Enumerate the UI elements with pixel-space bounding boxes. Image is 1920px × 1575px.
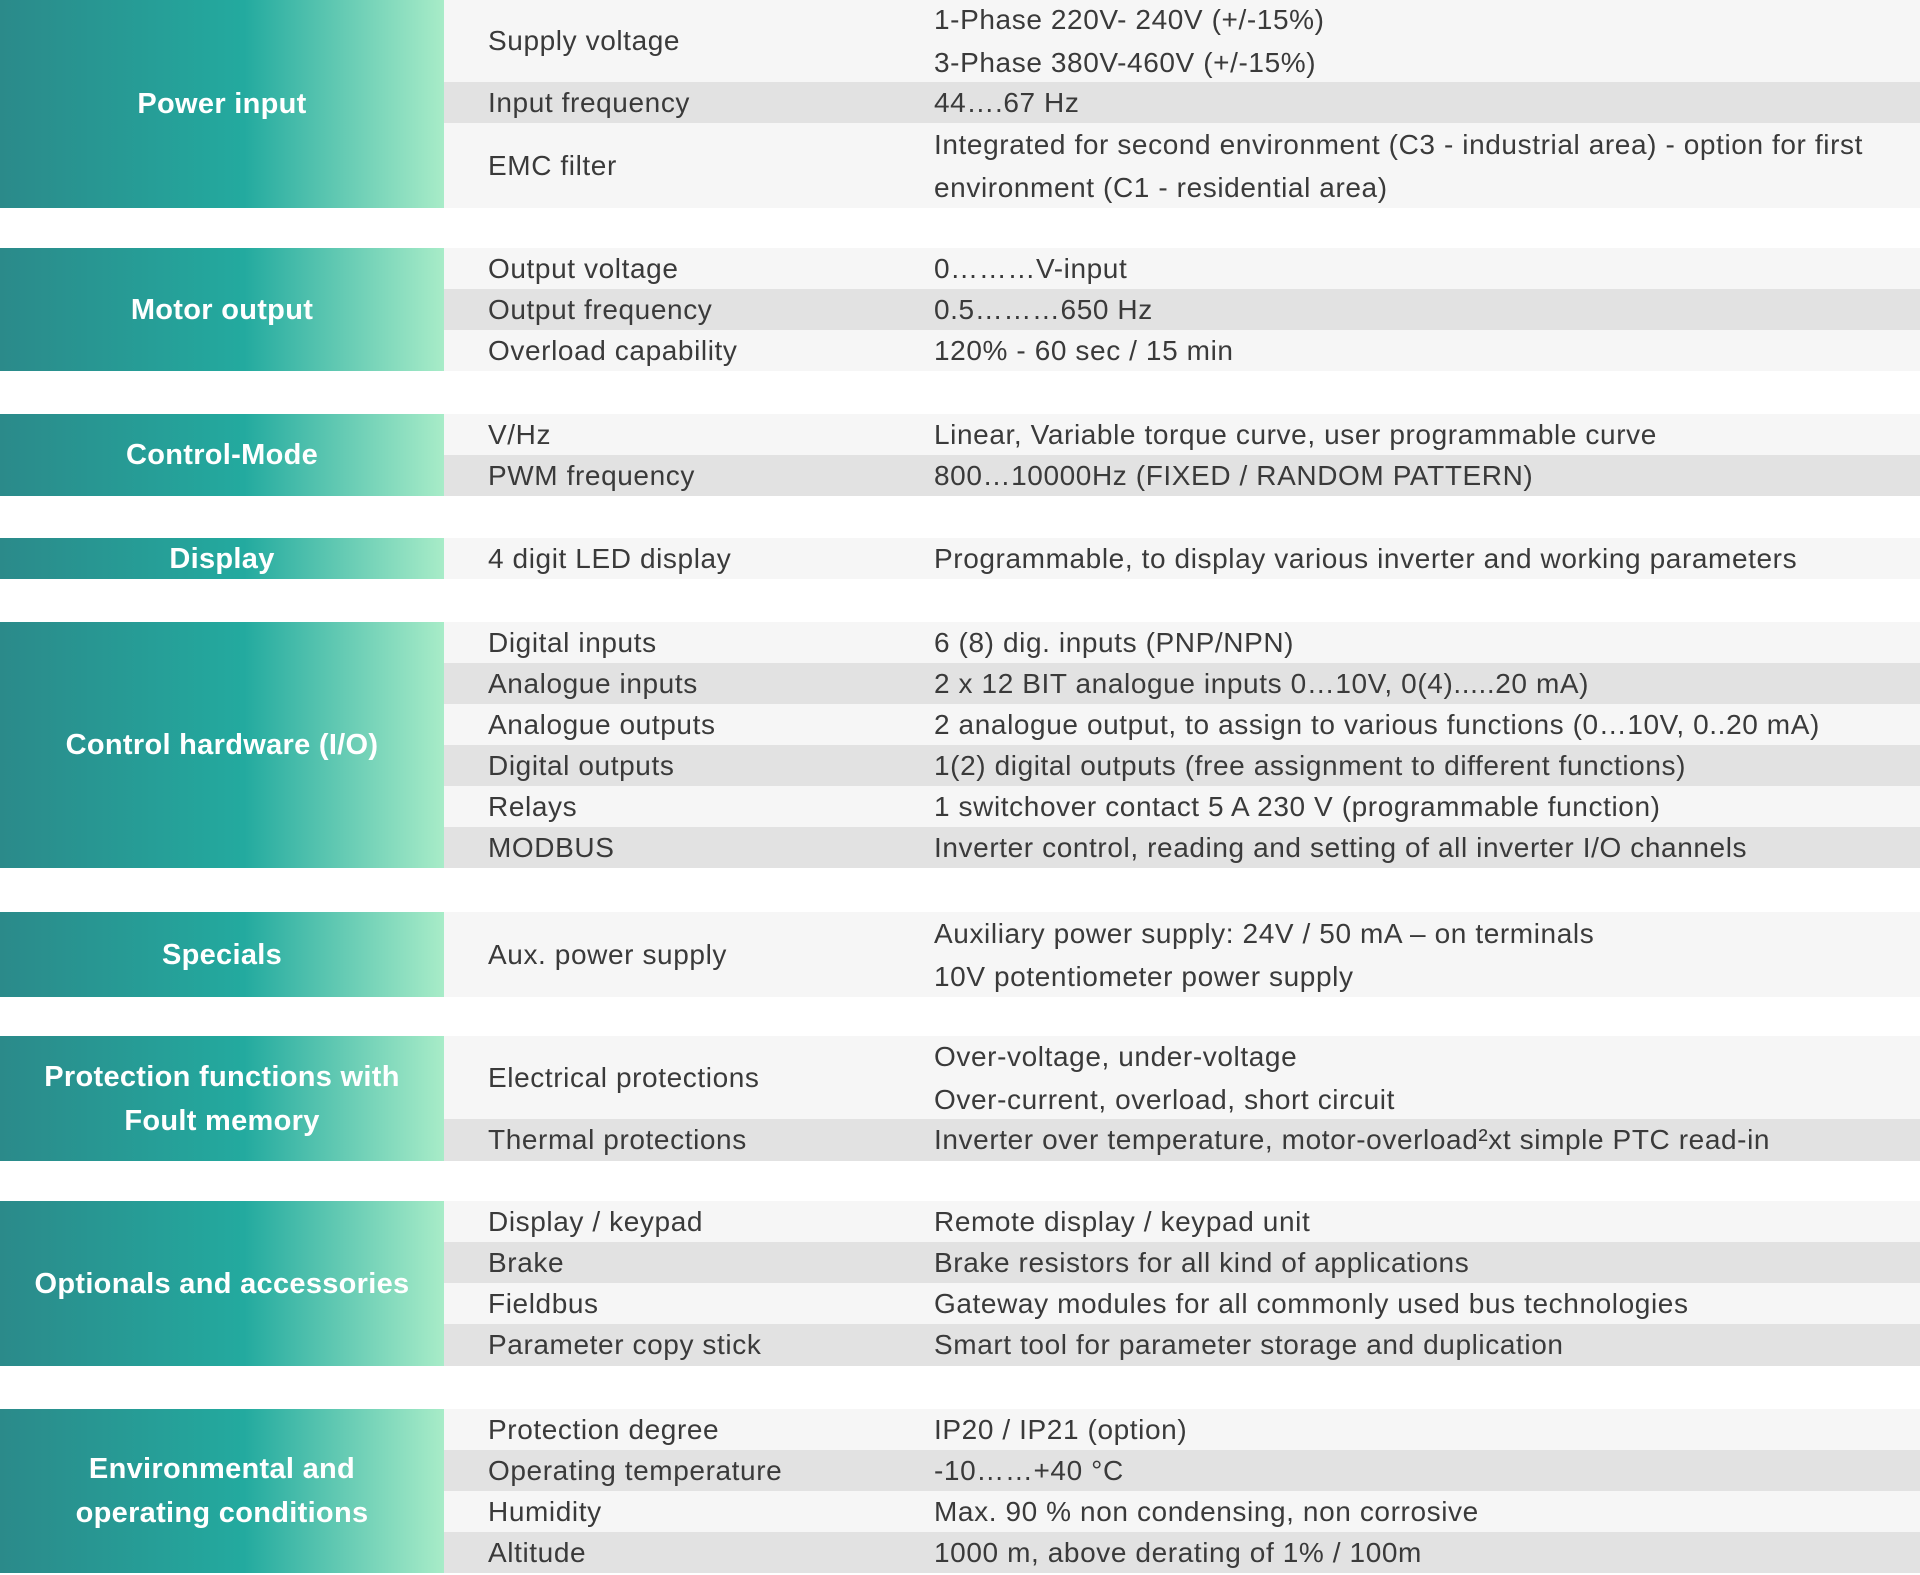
section-title-text: [44, 1055, 400, 1143]
spec-row: [444, 289, 1920, 330]
spec-row: [444, 1491, 1920, 1532]
spec-row: [444, 538, 1920, 579]
parameter-name: V/Hz: [488, 418, 552, 450]
parameter-value: [934, 248, 1920, 289]
parameter-value-line: 2 analogue output, to assign to various functions (0…10V, 0..20 mA): [934, 708, 1820, 740]
parameter-value-line: Smart tool for parameter storage and duplication: [934, 1329, 1564, 1360]
spec-section: [0, 1036, 1920, 1161]
parameter-name: Input frequency: [488, 86, 691, 118]
parameter-value-line: 3-Phase 380V-460V (+/-15%): [934, 47, 1317, 78]
parameter-value-line: Brake resistors for all kind of applications: [934, 1246, 1470, 1278]
parameter-name: EMC filter: [488, 149, 617, 181]
spec-row: [444, 1283, 1920, 1324]
spec-row: [444, 786, 1920, 827]
parameter-name: Operating temperature: [488, 1454, 783, 1486]
section-title-text: [126, 433, 318, 477]
spec-row: [444, 1201, 1920, 1242]
spec-section: [0, 0, 1920, 208]
section-title: [0, 622, 444, 868]
parameter-value: [934, 827, 1920, 868]
parameter-name: Output frequency: [488, 293, 713, 325]
parameter-value: [934, 1450, 1920, 1491]
section-title-line: Control-Mode: [125, 439, 319, 471]
section-title-text: [131, 288, 313, 332]
parameter-name: Supply voltage: [488, 25, 681, 56]
parameter-value-line: Over-voltage, under-voltage: [934, 1040, 1298, 1072]
parameter-value: [934, 414, 1920, 455]
parameter-value-line: 2 x 12 BIT analogue inputs 0…10V, 0(4).....20 mA): [934, 667, 1590, 699]
spec-section: [0, 1201, 1920, 1366]
parameter-name: PWM frequency: [488, 459, 695, 491]
spec-row: [444, 622, 1920, 663]
parameter-value-line: 1(2) digital outputs (free assignment to different functions): [934, 749, 1687, 781]
parameter-value: [934, 745, 1920, 786]
parameter-value: [934, 786, 1920, 827]
spec-row: [444, 330, 1920, 371]
parameter-value: [934, 1119, 1920, 1161]
spec-section: [0, 538, 1920, 579]
spec-row: [444, 663, 1920, 704]
spec-row: [444, 1532, 1920, 1573]
parameter-value: [934, 1409, 1920, 1450]
section-title: [0, 912, 444, 997]
section-title-text: [66, 723, 379, 767]
parameter-value-line: environment (C1 - residential area): [934, 171, 1388, 203]
parameter-name: Digital inputs: [488, 626, 657, 658]
spec-row: [444, 1450, 1920, 1491]
parameter-name: Aux. power supply: [488, 938, 727, 970]
section-title-line: Specials: [161, 938, 283, 971]
section-title: [0, 538, 444, 579]
spec-section: [0, 414, 1920, 496]
parameter-value: [934, 663, 1920, 704]
parameter-value: [934, 1324, 1920, 1366]
spec-row: [444, 827, 1920, 868]
parameter-name: Digital outputs: [488, 749, 675, 781]
parameter-value-line: IP20 / IP21 (option): [934, 1413, 1188, 1445]
spec-row: [444, 912, 1920, 997]
spec-row: [444, 745, 1920, 786]
parameter-value-line: 10V potentiometer power supply: [934, 960, 1354, 992]
parameter-value: [934, 1242, 1920, 1283]
section-title-text: [35, 1262, 410, 1306]
parameter-value-line: Max. 90 % non condensing, non corrosive: [934, 1495, 1479, 1527]
parameter-value-line: -10……+40 °C: [934, 1454, 1124, 1486]
parameter-value-line: Over-current, overload, short circuit: [934, 1083, 1396, 1115]
spec-row: [444, 1242, 1920, 1283]
parameter-value-line: 0………V-input: [934, 252, 1128, 284]
section-title-text: [162, 933, 282, 977]
parameter-value-line: Auxiliary power supply: 24V / 50 mA – on terminals: [934, 917, 1595, 949]
parameter-value-line: Linear, Variable torque curve, user programmable curve: [934, 418, 1657, 450]
parameter-name: Output voltage: [488, 252, 679, 284]
section-title-text: [137, 82, 306, 126]
spec-row: [444, 248, 1920, 289]
section-title-line: Protection functions with: [44, 1060, 400, 1093]
parameter-value: [934, 330, 1920, 371]
parameter-name: Relays: [488, 790, 578, 822]
parameter-value: [934, 0, 1920, 82]
parameter-value-line: Inverter over temperature, motor-overload²xt simple PTC read-in: [934, 1124, 1771, 1155]
spec-section: [0, 912, 1920, 997]
parameter-value: [934, 704, 1920, 745]
spec-row: [444, 455, 1920, 496]
parameter-value-line: 800…10000Hz (FIXED / RANDOM PATTERN): [934, 459, 1534, 491]
spec-row: [444, 1119, 1920, 1161]
section-title: [0, 414, 444, 496]
spec-row: [444, 1324, 1920, 1366]
parameter-value: [934, 1283, 1920, 1324]
parameter-value-line: Gateway modules for all commonly used bus technologies: [934, 1287, 1689, 1319]
spec-row: [444, 0, 1920, 82]
spec-row: [444, 704, 1920, 745]
parameter-value: [934, 1036, 1920, 1119]
parameter-name: Analogue inputs: [488, 667, 698, 699]
parameter-value: [934, 622, 1920, 663]
parameter-value-line: Programmable, to display various inverter and working parameters: [934, 542, 1798, 574]
section-title-line: Motor output: [130, 293, 314, 326]
parameter-name: Fieldbus: [488, 1287, 599, 1319]
section-title: [0, 0, 444, 208]
parameter-value: [934, 1532, 1920, 1573]
spec-row: [444, 1409, 1920, 1450]
spec-row: [444, 414, 1920, 455]
parameter-name: MODBUS: [488, 831, 615, 863]
section-title-line: Foult memory: [124, 1104, 320, 1137]
parameter-value: [934, 455, 1920, 496]
parameter-value: [934, 1201, 1920, 1242]
parameter-value: [934, 912, 1920, 997]
parameter-value-line: Integrated for second environment (C3 - industrial area) - option for first: [934, 128, 1863, 160]
section-title-line: Control hardware (I/O): [65, 729, 379, 761]
parameter-name: Analogue outputs: [488, 708, 716, 740]
parameter-name: Overload capability: [488, 334, 738, 366]
parameter-value-line: Inverter control, reading and setting of all inverter I/O channels: [934, 831, 1748, 863]
section-title-text: [76, 1447, 369, 1535]
section-title-text: [169, 537, 274, 581]
section-title-line: Power input: [137, 88, 307, 120]
parameter-name: Protection degree: [488, 1413, 720, 1445]
parameter-name: Humidity: [488, 1495, 602, 1527]
parameter-value: [934, 123, 1920, 208]
section-title: [0, 1409, 444, 1573]
parameter-value-line: 1 switchover contact 5 A 230 V (programmable function): [934, 790, 1661, 822]
spec-section: [0, 622, 1920, 868]
section-title: [0, 1036, 444, 1161]
parameter-value-line: 120% - 60 sec / 15 min: [934, 334, 1234, 366]
parameter-name: Electrical protections: [488, 1061, 760, 1093]
parameter-name: Altitude: [488, 1536, 587, 1568]
parameter-value-line: 1000 m, above derating of 1% / 100m: [934, 1536, 1422, 1568]
parameter-name: Brake: [488, 1246, 565, 1278]
section-title-line: operating conditions: [75, 1497, 369, 1529]
parameter-name: Parameter copy stick: [488, 1329, 762, 1360]
section-title: [0, 248, 444, 371]
spec-row: [444, 123, 1920, 208]
spec-row: [444, 1036, 1920, 1119]
parameter-value: [934, 1491, 1920, 1532]
parameter-value: [934, 289, 1920, 330]
parameter-name: Thermal protections: [488, 1124, 747, 1155]
parameter-value-line: 0.5………650 Hz: [934, 293, 1153, 325]
spec-section: [0, 248, 1920, 371]
parameter-value: [934, 82, 1920, 123]
section-title: [0, 1201, 444, 1366]
parameter-value-line: 1-Phase 220V- 240V (+/-15%): [934, 4, 1325, 35]
parameter-value-line: 44….67 Hz: [934, 86, 1080, 118]
section-title-line: Optionals and accessories: [34, 1267, 410, 1300]
parameter-name: 4 digit LED display: [488, 542, 732, 574]
parameter-name: Display / keypad: [488, 1205, 704, 1237]
spec-section: [0, 1409, 1920, 1573]
parameter-value-line: 6 (8) dig. inputs (PNP/NPN): [934, 626, 1295, 658]
section-title-line: Display: [169, 542, 275, 575]
spec-row: [444, 82, 1920, 123]
section-title-line: Environmental and: [88, 1453, 356, 1485]
parameter-value-line: Remote display / keypad unit: [934, 1205, 1311, 1237]
parameter-value: [934, 538, 1920, 579]
